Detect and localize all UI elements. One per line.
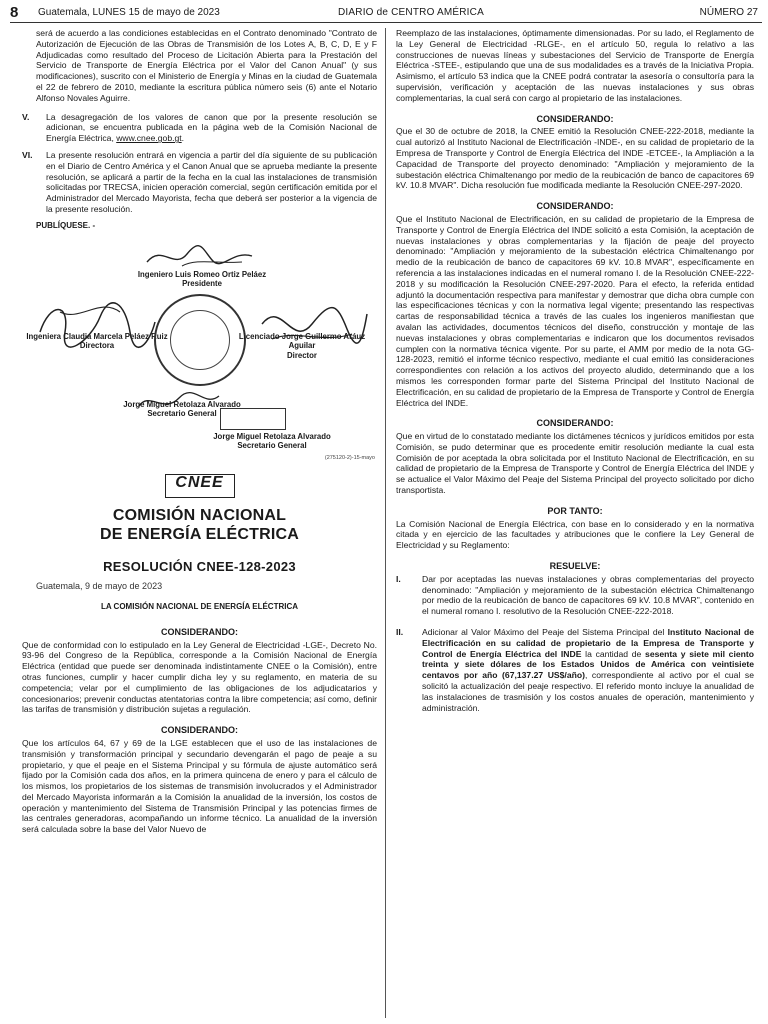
publiquese-label: PUBLÍQUESE. - bbox=[36, 220, 96, 230]
resolution-item-i bbox=[396, 574, 754, 617]
considerando-paragraph-3: Que el 30 de octubre de 2018, la CNEE emitió la Resolución CNEE-222-2018, mediante la cual autorizó al Instituto Nacional de Electrificación -INDE-, en su calidad de propietario de la Empresa de Transporte y Control de Energía Eléctrica del INDE -ETCEE-, la Ampliación a la Capacidad de Transporte del proyecto denominado: "Ampliación y mejoramiento de la subestación eléctrica Chimaltenango por medio de la reubicación de banco de capacitores 69 kV. 10.8 MVAR". Dicha resolución fue modificada mediante la Resolución CNEE-297-2020. bbox=[396, 126, 754, 191]
director1-name: Ingeniera Claudia Marcela Peláez Ruiz bbox=[26, 331, 168, 341]
secretary2-role: Secretario General bbox=[237, 441, 307, 451]
publication-reference: (275120-2)-15-mayo bbox=[324, 454, 375, 461]
page-header bbox=[10, 4, 762, 22]
secretary-name: Jorge Miguel Retolaza Alvarado bbox=[123, 399, 241, 409]
continued-paragraph: Reemplazo de las instalaciones, óptimamente dimensionadas. Por su lado, el Reglamento de la Ley General de Electricidad -RLGE-, en el artículo 50, regula lo relativo a las construcciones de nuevas líneas y subestaciones del Servicio de Transporte de Energía Eléctrica -STEE-, estipulando que una de sus modalidades es a través de la Iniciativa Propia. Asimismo, el artículo 53 indica que la CNEE podrá contratar la asesoría o consultoría para la supervisión, verificación y aceptación de las nuevas instalaciones y sus obras complementarias, la cual será con cargo al propietario de las instalaciones. bbox=[396, 28, 754, 103]
item-v-text-b: . bbox=[181, 133, 185, 144]
por-tanto-heading: POR TANTO: bbox=[547, 505, 603, 516]
director1-signature-block bbox=[22, 332, 172, 351]
issue-number: NÚMERO 27 bbox=[699, 7, 758, 18]
president-signature bbox=[142, 240, 262, 274]
org-name-line2: DE ENERGÍA ELÉCTRICA bbox=[100, 526, 299, 544]
r2-part-c: la cantidad de bbox=[581, 648, 646, 659]
left-column bbox=[22, 28, 377, 845]
secretary-role: Secretario General bbox=[147, 409, 217, 419]
president-signature-block bbox=[112, 270, 292, 289]
cnee-logo-wrap bbox=[22, 474, 377, 501]
item-v-number: V. bbox=[22, 111, 30, 122]
r2-part-b: Instituto Nacional de Electrificación en su calidad de propietario de la Empresa de Transporte y Control de Energía Eléctrica del INDE bbox=[422, 627, 754, 659]
item-vi-text: La presente resolución entrará en vigencia a partir del día siguiente de su publicación en el Diario de Centro América y el Canon Anual que se aprueba mediante la presente resolución, se aplicará a partir de la fecha en la cual las instalaciones de transmisión solicitadas por TRECSA, inicien operación comercial, según certificación emitida por el Administrador del Mercado Mayorista, fecha que deberá ser posterior a la vigencia de la presente resolución. bbox=[46, 149, 377, 214]
header-rule bbox=[10, 22, 762, 23]
president-role: Presidente bbox=[182, 279, 222, 289]
considerando-heading-5: CONSIDERANDO: bbox=[536, 418, 614, 429]
secretary2-name: Jorge Miguel Retolaza Alvarado bbox=[213, 431, 331, 441]
resolution-item-ii-text bbox=[422, 627, 754, 713]
r2-part-d: sesenta y siete mil ciento treinta y siete dólares de los Estados Unidos de América con veintisiete centavos por año (67,137.27 US$/año) bbox=[422, 648, 754, 681]
item-v-text bbox=[46, 112, 377, 144]
president-name: Ingeniero Luis Romeo Ortiz Peláez bbox=[137, 269, 267, 279]
item-v bbox=[22, 112, 377, 144]
cnee-website-link[interactable]: www.cnee.gob.gt bbox=[116, 133, 182, 144]
city-date: Guatemala, 9 de mayo de 2023 bbox=[36, 581, 163, 592]
header-date: Guatemala, LUNES 15 de mayo de 2023 bbox=[38, 7, 220, 18]
r2-part-e: , correspondiente al activo por el cual se solicitó la actualización del peaje respectivo. El referido monto incluye la anualidad de las instalaciones de trasmisión y los costos anuales de operación, mantenimiento y administración. bbox=[422, 670, 754, 713]
por-tanto-paragraph: La Comisión Nacional de Energía Eléctrica, con base en lo considerado y en la normativa citada y en ejercicio de las facultades y atribuciones que le confiere la Ley General de Electricidad y su Reglamento: bbox=[396, 518, 754, 551]
considerando-paragraph-5: Que en virtud de lo constatado mediante los dictámenes técnicos y jurídicos emitidos por esta Comisión, se pudo determinar que es procedente emitir resolución mediante la cual esta Comisión de por aceptada la obra solicitada por el Instituto Nacional de Electrificación, en su calidad de propietario de la Empresa de Transporte y Control de Energía Eléctrica del INDE y se actualice el Valor Máximo del Peaje del Sistema Principal del proyecto solicitado por dicho transportista. bbox=[396, 431, 754, 496]
resolution-item-ii-number: II. bbox=[396, 627, 404, 638]
considerando-heading-1: CONSIDERANDO: bbox=[160, 626, 238, 637]
signatures-block bbox=[22, 236, 377, 468]
resolution-item-i-text: Dar por aceptadas las nuevas instalaciones y obras complementarias del proyecto denominado: "Ampliación y mejoramiento de la subestación eléctrica Chimaltenango por medio de la reubicación de banco de capacitores 69 kV. 10.8 MVAR", contenido en el numeral romano I. resolutivo de la Resolución CNEE-222-2018. bbox=[422, 573, 754, 617]
considerando-heading-3: CONSIDERANDO: bbox=[536, 113, 614, 124]
resolution-item-ii bbox=[396, 627, 754, 713]
director2-signature-block bbox=[227, 332, 377, 361]
considerando-heading-2: CONSIDERANDO: bbox=[160, 725, 238, 736]
resuelve-heading: RESUELVE: bbox=[549, 561, 601, 572]
newspaper-title: DIARIO de CENTRO AMÉRICA bbox=[338, 7, 484, 18]
cnee-logo-text: CNEE bbox=[175, 473, 224, 491]
org-name-line1: COMISIÓN NACIONAL bbox=[112, 507, 287, 525]
item-vi bbox=[22, 150, 377, 215]
right-column bbox=[396, 28, 754, 723]
official-seal-inner bbox=[170, 310, 230, 370]
cnee-logo bbox=[165, 474, 235, 498]
item-vi-number: VI. bbox=[22, 149, 33, 160]
considerando-paragraph-2: Que los artículos 64, 67 y 69 de la LGE establecen que el uso de las instalaciones de transmisión y transformación principal y secundario devengarán el pago de peaje a su propietario, y que el peaje en el Sistema Principal y su fórmula de ajuste automático será fijado por la Comisión cada dos años, en la primera quincena de enero y para el cálculo de los mismos, los propietarios de los sistemas de transmisión involucrados y el Administrador del Mercado Mayorista informarán a la Comisión la anualidad de la inversión, los costos de operación y mantenimiento del Sistema de Transmisión Principal y las potencias firmes de las centrales generadoras, acompañando un informe técnico. La anualidad de la inversión será calculada sobre la base del Valor Nuevo de bbox=[22, 737, 377, 835]
considerando-paragraph-4: Que el Instituto Nacional de Electrificación, en su calidad de propietario de la Empresa de Transporte y Control de Energía Eléctrica del INDE solicitó a esta Comisión, la aceptación de nuevas instalaciones y obras complementarias y la fijación de peaje del proyecto denominado: "Ampliación y mejoramiento de la subestación eléctrica Chimaltenango por medio de la reubicación de banco de capacitores 69 kV. 10.8 MVAR", específicamente en referencia a las instalaciones indicadas en el numeral romano I. de la Resolución CNEE-222-2018 y su modificación la Resolución CNEE-297-2020. Para el efecto, la referida entidad adjuntó la documentación respectiva para manifestar y demostrar que dicha obra cumple con las especificaciones técnicas y con la normativa legal vigente; presentando las respectivas cartas de responsabilidad técnica a través de las cuales los ingenieros manifiestan que avalan las actividades, documentos técnicos del diseño, construcción y montaje de las nuevas instalaciones y obras complementarias e indicaron que los documentos revisados cumplen con la normativa técnica vigente. Por su parte, el AMM por medio de la nota GG-128-2023, remitió el informe técnico respectivo, mediante el cual emitió las consideraciones correspondientes con relación a los activos del proyecto aludido, determinando que a los mismos les corresponden formar parte del Sistema Principal del Instituto Nacional de Electrificación, en su calidad de propietario de la Empresa de Transporte y Control de Energía Eléctrica del INDE. bbox=[396, 213, 754, 408]
considerando-heading-4: CONSIDERANDO: bbox=[536, 201, 614, 212]
secretary-stamp-block bbox=[192, 432, 352, 451]
column-divider bbox=[385, 28, 386, 1018]
r2-part-a: Adicionar al Valor Máximo del Peaje del Sistema Principal del bbox=[422, 627, 668, 638]
resolution-item-i-number: I. bbox=[396, 573, 401, 584]
considerando-paragraph-1: Que de conformidad con lo estipulado en la Ley General de Electricidad -LGE-, Decreto No. 93-96 del Congreso de la República, corresponde a la Comisión Nacional de Energía Eléctrica (entidad que puede ser denominada indistintamente CNEE o la Comisión), entre otras funciones, cumplir y hacer cumplir dicha ley y su reglamento, en materia de su competencia; velar por el cumplimiento de las obligaciones de los adjudicatarios y concesionarios; prevenir conductas atentatorias contra la libre competencia; así como, definir las tarifas de transmisión y distribución sujetas a regulación. bbox=[22, 639, 377, 715]
secretary-stamp bbox=[220, 408, 286, 430]
director1-role: Directora bbox=[79, 341, 115, 351]
item-v-text-a: La desagregación de los valores de canon que por la presente resolución se adicionan, se encuentra publicada en la página web de la Comisión Nacional de Energía Eléctrica, bbox=[46, 111, 377, 144]
intro-paragraph: será de acuerdo a las condiciones establecidas en el Contrato denominado "Contrato de Autorización de Ejecución de las Obras de Transmisión de los Lotes A, B, C, D, E y F Adjudicadas como resultado del Proceso de Licitación Abierta para la Prestación del Servicio de Transporte de Energía Eléctrica por el Valor del Canon Anual" (y sus modificaciones), suscrito con el Ministerio de Energía y Minas en la ciudad de Guatemala el 22 de febrero de 2010, mediante la escritura pública número seis (6) ante el Notario Alfonso Novales Aguirre. bbox=[36, 28, 377, 103]
page-number: 8 bbox=[10, 4, 19, 21]
org-caps-heading: LA COMISIÓN NACIONAL DE ENERGÍA ELÉCTRICA bbox=[100, 601, 299, 611]
resolution-title: RESOLUCIÓN CNEE-128-2023 bbox=[103, 559, 296, 575]
director2-role: Director bbox=[287, 350, 317, 360]
director2-name: Licenciado Jorge Guillermo Aráuz Aguilar bbox=[238, 331, 366, 351]
